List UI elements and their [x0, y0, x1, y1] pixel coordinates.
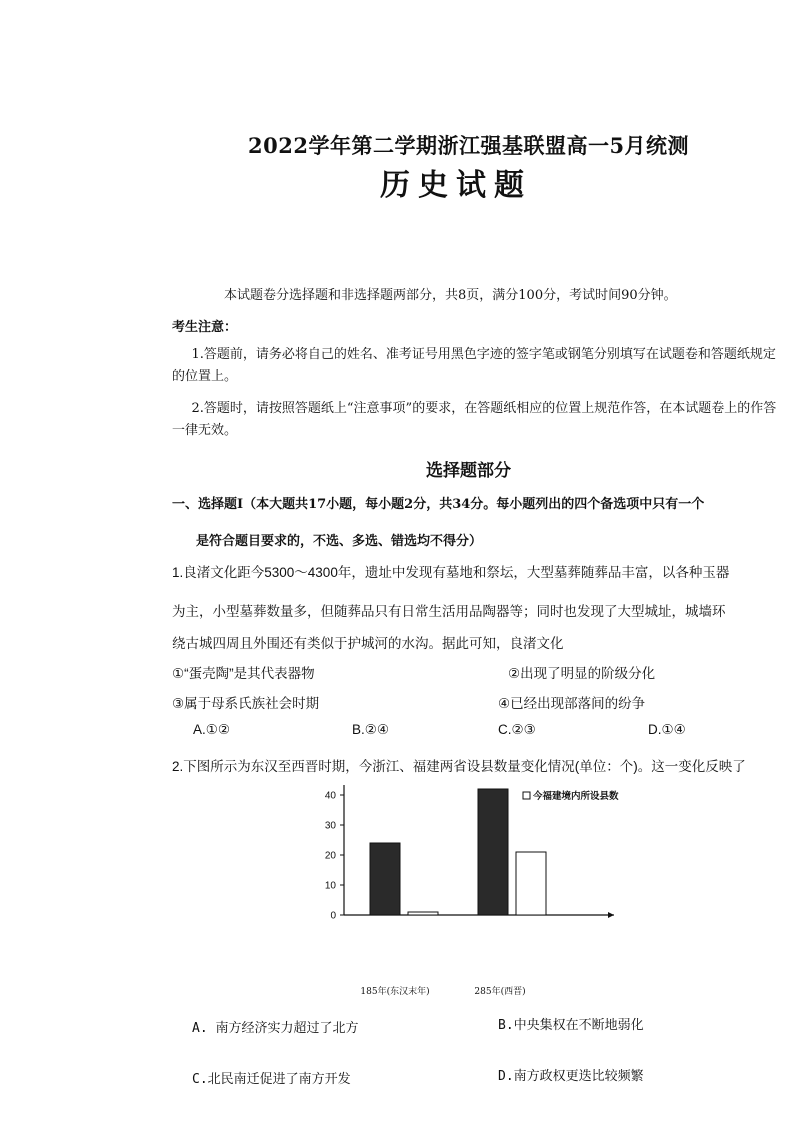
bar-2-series-1	[478, 789, 508, 915]
q1-option-c: C.②③	[498, 722, 536, 737]
chart-bars	[370, 789, 546, 915]
q1-option-d: D.①④	[648, 722, 686, 737]
legend-swatch	[523, 792, 530, 799]
notice-item-2: 2.答题时，请按照答题纸上“注意事项”的要求，在答题纸相应的位置上规范作答，在本试题卷上的作答一律无效。	[172, 401, 777, 438]
q1-stem-line-1: 1.良渚文化距今5300～4300年，遗址中发现有墓地和祭坛，大型墓葬随葬品丰富，以各种玉器	[172, 565, 730, 580]
q1-statement-3: ③属于母系氏族社会时期	[172, 696, 320, 711]
q1-statement-2: ②出现了明显的阶级分化	[508, 666, 656, 681]
q2-stem: 2.下图所示为东汉至西晋时期，今浙江、福建两省设县数量变化情况(单位：个)。这一变化反映了	[172, 759, 746, 774]
q2-option-b: B.中央集权在不断地弱化	[498, 1018, 644, 1033]
section-title: 选择题部分	[426, 461, 511, 481]
y-tick-label: 30	[324, 820, 336, 832]
chart-axes	[325, 785, 614, 922]
bar-2-series-2	[516, 852, 546, 915]
part-heading: 一、选择题Ⅰ（本大题共17小题，每小题2分，共34分。每小题列出的四个备选项中只有一个	[172, 497, 705, 512]
county-count-bar-chart	[300, 780, 630, 1000]
part-heading-cont: 是符合题目要求的，不选、多选、错选均不得分）	[196, 534, 483, 549]
x-category-label-1: 185年(东汉末年)	[360, 987, 430, 997]
q2-option-a: A. 南方经济实力超过了北方	[192, 1021, 359, 1036]
bar-1-series-1	[370, 843, 400, 915]
q1-option-a: A.①②	[193, 722, 230, 737]
q2-option-c: C.北民南迁促进了南方开发	[192, 1072, 351, 1087]
x-category-label-2: 285年(西晋)	[474, 987, 526, 997]
exam-title: 2022学年第二学期浙江强基联盟高一5月统测	[248, 133, 690, 158]
subject-title: 历史试题	[380, 168, 532, 203]
q2-option-d: D.南方政权更迭比较频繁	[498, 1069, 644, 1084]
legend-label: 今福建境内所设县数	[533, 791, 619, 802]
x-axis-arrow	[608, 912, 614, 918]
chart-legend	[523, 790, 619, 802]
y-tick-label: 0	[330, 910, 336, 922]
y-tick-label: 20	[324, 850, 336, 862]
notice-heading: 考生注意：	[172, 320, 238, 335]
q1-statement-1: ①“蛋壳陶”是其代表器物	[172, 666, 315, 681]
y-tick-label: 40	[324, 790, 336, 802]
exam-intro: 本试题卷分选择题和非选择题两部分，共8页，满分100分，考试时间90分钟。	[224, 288, 677, 303]
bar-1-series-2	[408, 912, 438, 915]
q1-statement-4: ④已经出现部落间的纷争	[498, 696, 646, 711]
q1-option-b: B.②④	[352, 722, 389, 737]
q1-stem-line-2: 为主，小型墓葬数量多，但随葬品只有日常生活用品陶器等；同时也发现了大型城址，城墙环	[172, 604, 726, 619]
q1-stem-line-3: 绕古城四周且外围还有类似于护城河的水沟。据此可知，良渚文化	[172, 636, 564, 651]
notice-item-1: 1.答题前，请务必将自己的姓名、准考证号用黑色字迹的签字笔或钢笔分别填写在试题卷和答题纸规定的位置上。	[172, 347, 776, 384]
y-tick-label: 10	[324, 880, 336, 892]
